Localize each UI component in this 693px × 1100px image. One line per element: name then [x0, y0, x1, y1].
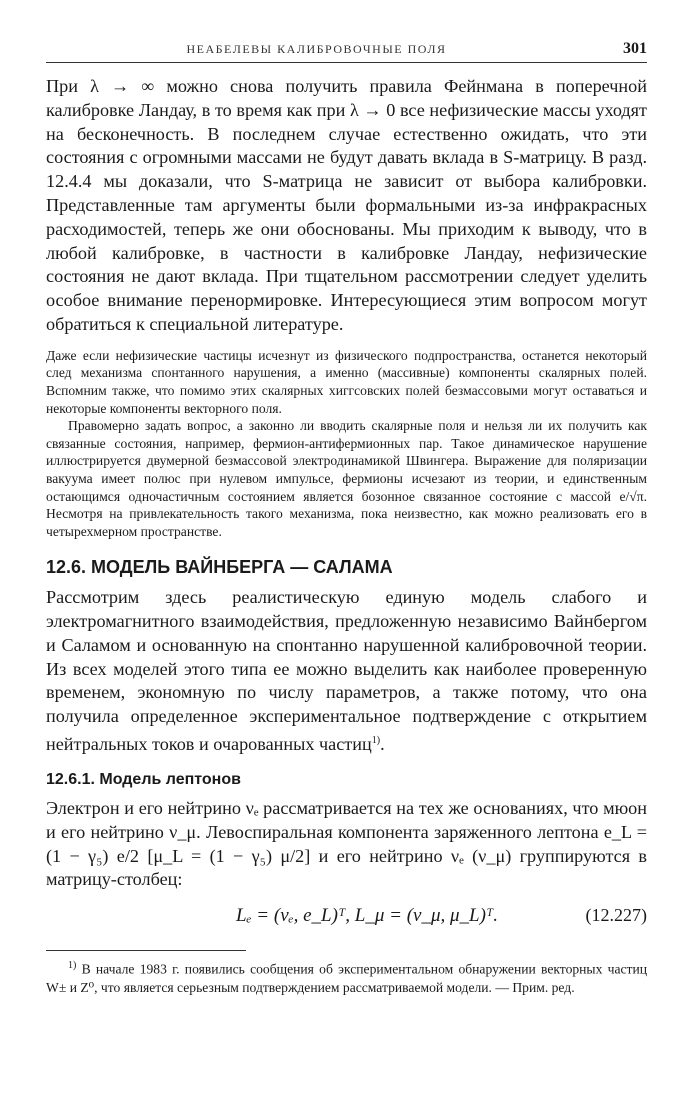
- section-paragraph: Рассмотрим здесь реалистическую единую модель слабого и электромагнитного взаимодействия, предложенную независимо Вайнбергом и Саламом и основанную на спонтанно нарушенной калибровочной теории. Из всех моделей этого типа ее можно выделить как наиболее проверенную временем, экономную по числу параметров, а также потому, что она получила определенное экспериментальное подтверждение с открытием нейтральных токов и очарованных частиц$^{1)}$.: [46, 587, 647, 755]
- footnote-text: В начале 1983 г. появились сообщения об экспериментальном обнаружении векторных частиц W± и Z⁰, что является серьезным подтверждением рассматриваемой модели. — Прим. ред.: [46, 961, 647, 995]
- subsection-paragraph: Электрон и его нейтрино νₑ рассматривается на тех же основаниях, что мюон и его нейтрино ν_μ. Левоспиральная компонента заряженного лептона e_L = (1 − γ₅) e/2 [μ_L = (1 − γ₅) μ/2] и его нейтрино νₑ (ν_μ) группируются в матрицу-столбец:: [46, 797, 647, 890]
- small-print-paragraph-1: Даже если нефизические частицы исчезнут из физического подпространства, останется некоторый след механизма спонтанного нарушения, а именно (массивные) компоненты скалярных полей. Вспомним также, что помимо этих скалярных хиггсовских полей безмассовыми могут оставаться и некоторые компоненты векторного поля.: [46, 347, 647, 416]
- footnote-marker: 1): [68, 960, 77, 972]
- intro-block: [46, 75, 647, 337]
- small-print-paragraph-2: Правомерно задать вопрос, а законно ли вводить скалярные поля и нельзя ли их получить как связанные состояния, например, фермион-антифермионных пар. Такое динамическое нарушение иллюстрируется двумерной безмассовой электродинамикой Швингера. Выражение для поляризации вакуума имеет полюс при нулевом импульсе, фермионы исчезают из теории, и единственным остающимся одночастичным состоянием является бозонное связанное состояние с массой e/√π. Несмотря на привлекательность такого механизма, пока неизвестно, как можно реализовать его в четырехмерном пространстве.: [46, 418, 647, 539]
- footnote: [46, 957, 647, 997]
- page-number: 301: [623, 40, 647, 57]
- running-title: НЕАБЕЛЕВЫ КАЛИБРОВОЧНЫЕ ПОЛЯ: [186, 42, 447, 56]
- running-header: [46, 40, 647, 63]
- section-paragraph-text: Рассмотрим здесь реалистическую единую модель слабого и электромагнитного взаимодействия, предложенную независимо Вайнбергом и Саламом и основанную на спонтанно нарушенной калибровочной теории. Из всех моделей этого типа ее можно выделить как наиболее проверенную временем, экономную по числу параметров, а также потому, что она получила определенное экспериментальное подтверждение с открытием нейтральных токов и очарованных частиц: [46, 587, 647, 755]
- equation-body: Lₑ = (νₑ, e_L)ᵀ, L_μ = (ν_μ, μ_L)ᵀ.: [236, 905, 499, 927]
- small-print-block: [46, 347, 647, 541]
- section-heading: 12.6. МОДЕЛЬ ВАЙНБЕРГА — САЛАМА: [46, 557, 393, 578]
- footnote-divider: [46, 950, 246, 951]
- equation-number: (12.227): [585, 905, 647, 926]
- subsection-heading: 12.6.1. Модель лептонов: [46, 770, 241, 788]
- equation-12-227: [46, 896, 647, 940]
- intro-paragraph: При λ → ∞ можно снова получить правила Фейнмана в поперечной калибровке Ландау, в то время как при λ → 0 все нефизические массы уходят на бесконечность. В последнем случае естественно ожидать, что эти состояния с огромными массами не будут давать вклада в S-матрицу. В разд. 12.4.4 мы доказали, что S-матрица не зависит от выбора калибровки. Представленные там аргументы были формальными из-за инфракрасных расходимостей, теперь же они обоснованы. Мы приходим к выводу, что в любой калибровке, в частности в калибровке Ландау, нефизические состояния не дают вклада. При тщательном рассмотрении следует уделить особое внимание перенормировке. Интересующиеся этим вопросом могут обратиться к специальной литературе.: [46, 76, 647, 334]
- footnote-reference: 1): [371, 735, 381, 747]
